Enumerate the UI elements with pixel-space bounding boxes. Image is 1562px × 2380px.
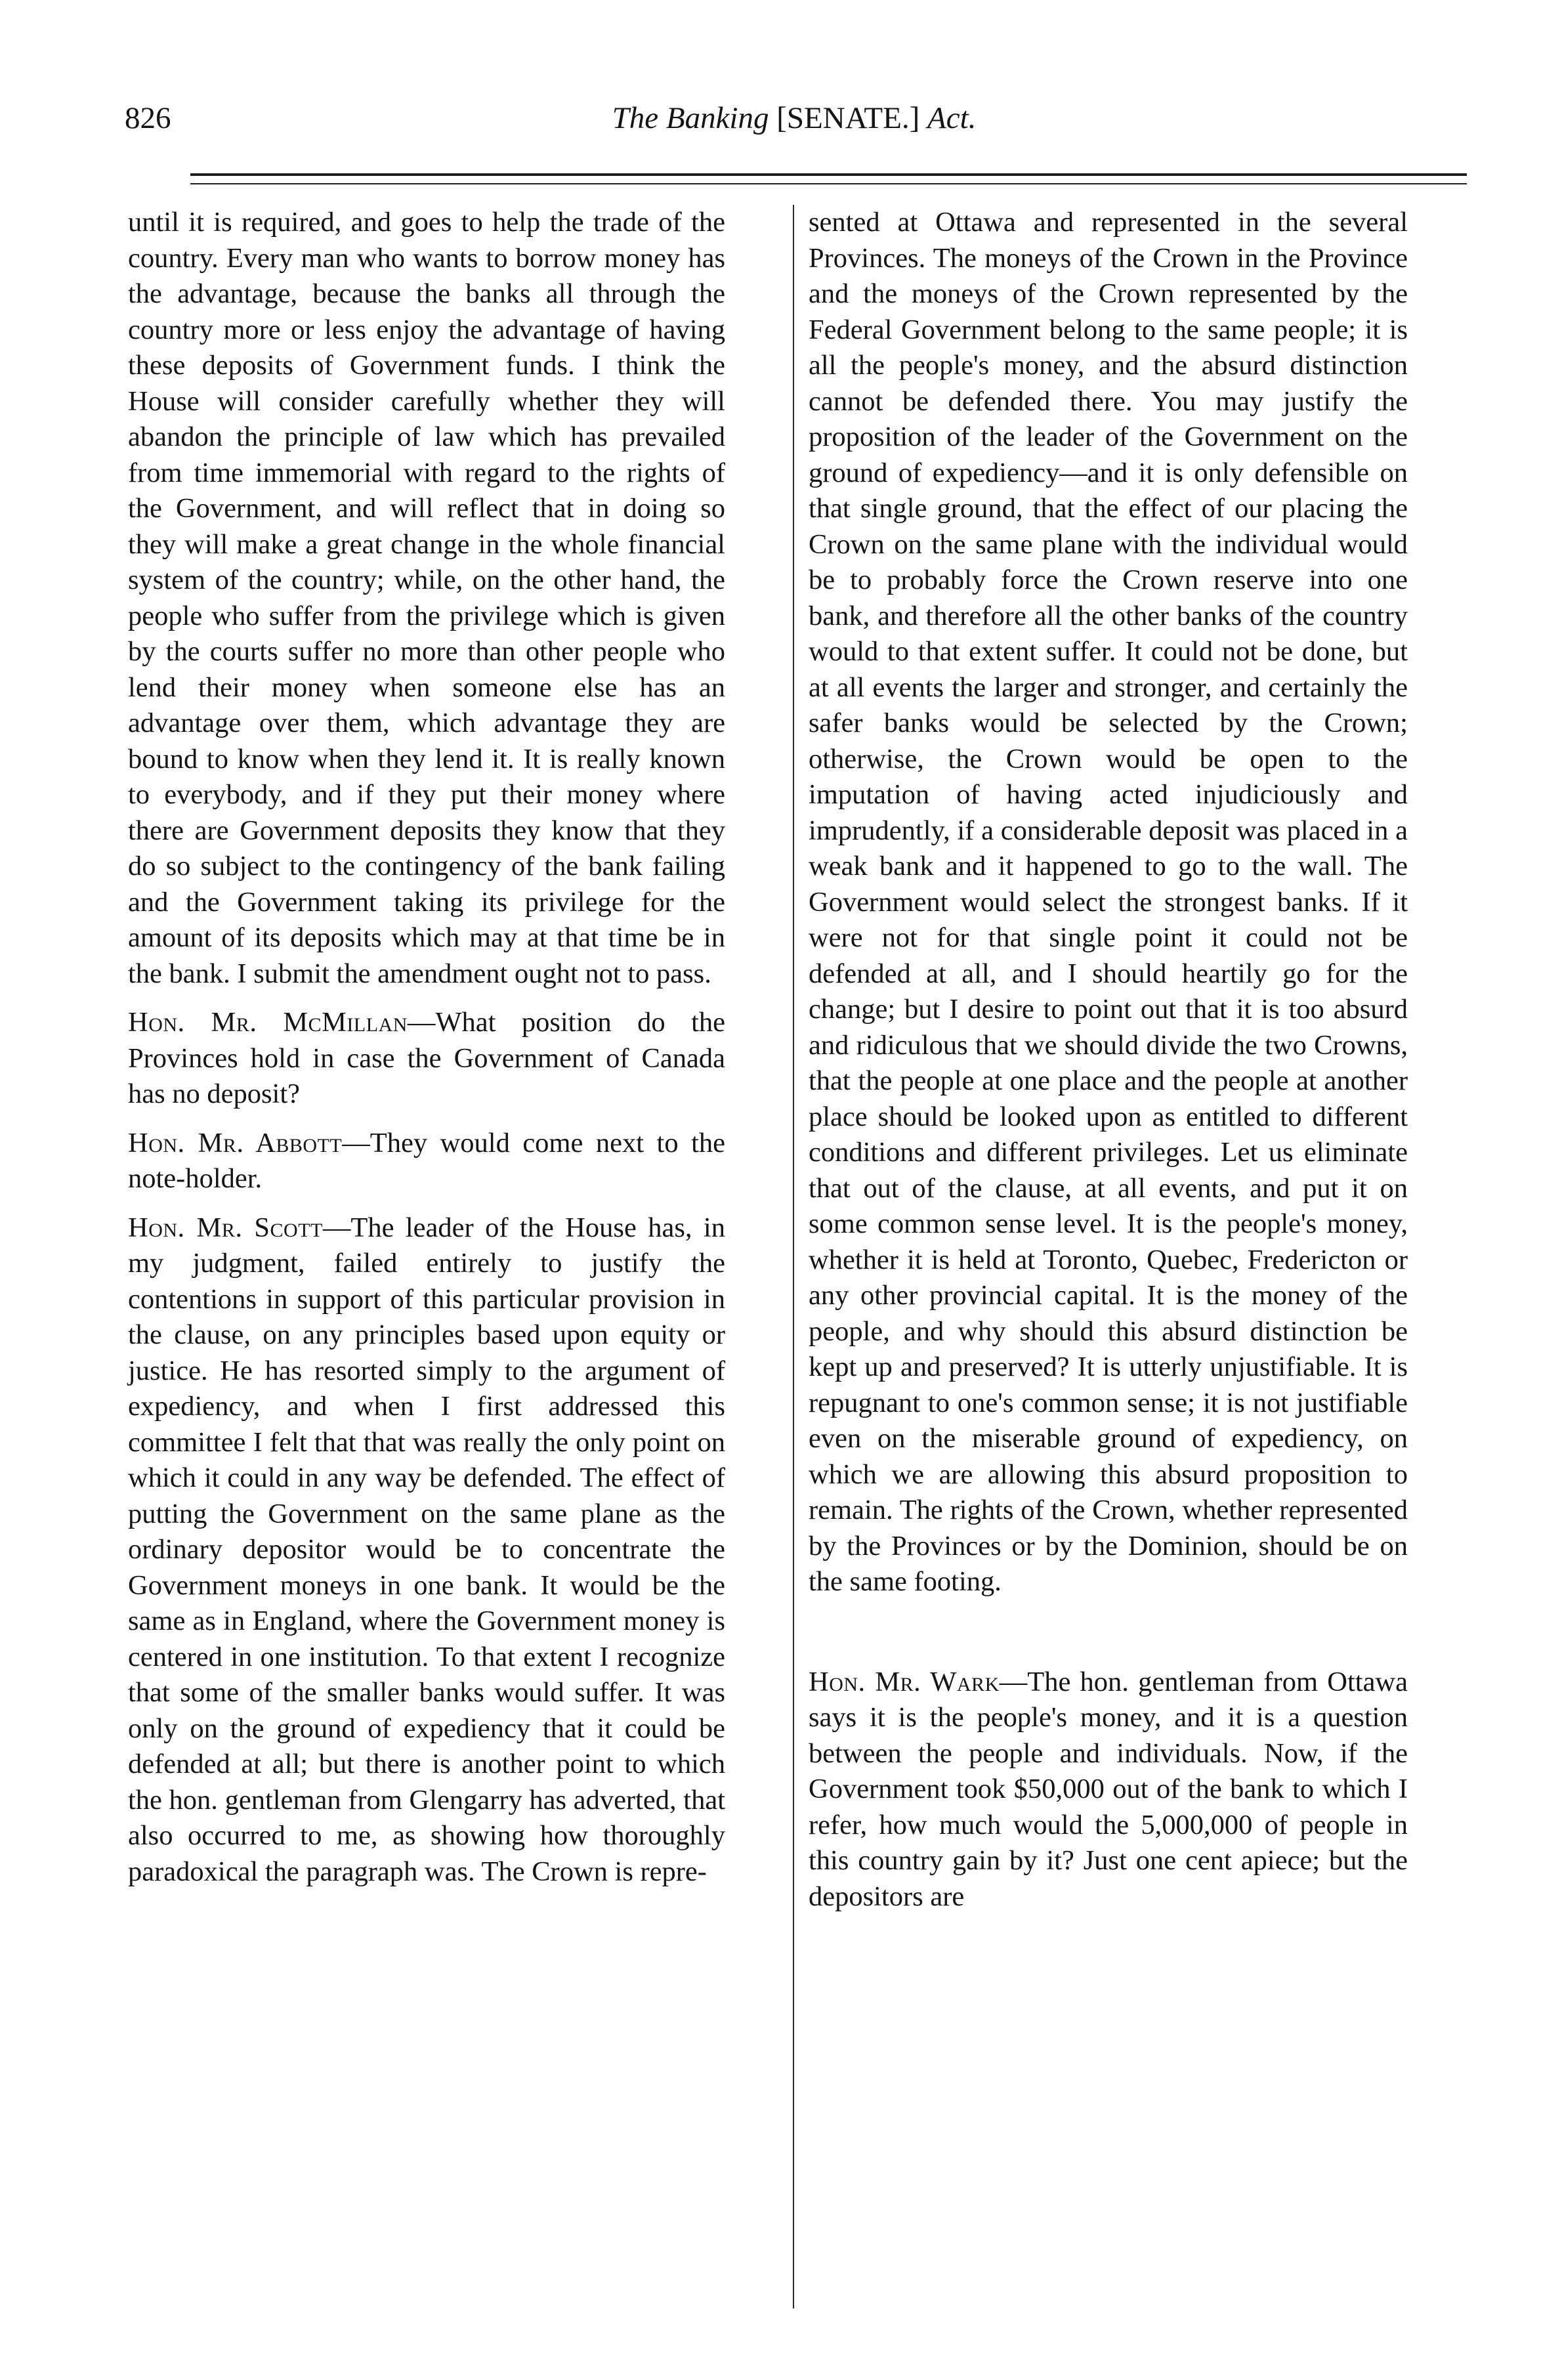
speech-text: —What position do the Provinces hold in case the Government of Canada has no deposit? [128,1007,725,1109]
speaker-name: Hon. Mr. Scott [128,1212,323,1243]
header-rule-thin [190,183,1467,184]
left-paragraph-continuation: until it is required, and goes to help the trade of the country. Every man who wants to borrow money has the advantage, because the banks all through the country more or less enjoy the advantage of having these deposits of Government funds. I think the House will consider carefully whether they will abandon the principle of law which has prevailed from time immemorial with regard to the rights of the Government, and will reflect that in doing so they will make a great change in the whole financial system of the country; while, on the other hand, the people who suffer from the privilege which is given by the courts suffer no more than other people who lend their money when someone else has an advantage over them, which advantage they are bound to know when they lend it. It is really known to everybody, and if they put their money where there are Government deposits they know that they do so subject to the contingency of the bank failing and the Government taking its privilege for the amount of its deposits which may at that time be in the bank. I submit the amendment ought not to pass. [128,207,725,989]
speech-text: —They would come next to the note-holder. [128,1127,725,1194]
speech-abbott [128,1126,725,1197]
running-title-part2: [SENATE.] [776,101,920,135]
speech-mcmillan [128,1005,725,1113]
speaker-name: Hon. Mr. Abbott [128,1127,343,1158]
left-column [128,205,725,1890]
right-column [809,205,1408,1915]
speech-scott [128,1210,725,1890]
speaker-name: Hon. Mr. Wark [809,1666,1000,1697]
running-title-part3: Act. [927,101,977,135]
speaker-name: Hon. Mr. McMillan [128,1007,408,1038]
page-number: 826 [125,101,171,135]
speech-text: —The leader of the House has, in my judgment, failed entirely to justify the contentions in support of this particular provision in the clause, on any principles based upon equity or justice. He has resorted simply to the argument of expediency, and when I first addressed this committee I felt that that was really the only point on which it could in any way be defended. The effect of putting the Government on the same plane as the ordinary depositor would be to concentrate the Government moneys in one bank. It would be the same as in England, where the Government money is centered in one institution. To that extent I recognize that some of the smaller banks would suffer. It was only on the ground of expediency that it could be defended at all; but there is another point to which the hon. gentleman from Glengarry has adverted, that also occurred to me, as showing how thoroughly paradoxical the paragraph was. The Crown is repre- [128,1212,725,1887]
running-title-part1: The Banking [612,101,769,135]
header-rule-thick [190,173,1467,176]
speech-text: —The hon. gentleman from Ottawa says it is the people's money, and it is a question between the people and individuals. Now, if the Government took $50,000 out of the bank to which I refer, how much would the 5,000,000 of people in this country gain by it? Just one cent apiece; but the depositors are [809,1666,1408,1912]
speech-wark [809,1665,1408,1915]
page-header [125,98,1464,151]
running-title [125,98,1464,138]
column-divider [793,205,794,2308]
right-paragraph-continuation: sented at Ottawa and represented in the several Provinces. The moneys of the Crown in the Province and the moneys of the Crown represented by the Federal Government belong to the same people; it is all the people's money, and the absurd distinction cannot be defended there. You may justify the proposition of the leader of the Government on the ground of expediency—and it is only defensible on that single ground, that the effect of our placing the Crown on the same plane with the individual would be to probably force the Crown reserve into one bank, and therefore all the other banks of the country would to that extent suffer. It could not be done, but at all events the larger and stronger, and certainly the safer banks would be selected by the Crown; otherwise, the Crown would be open to the imputation of having acted injudiciously and imprudently, if a considerable deposit was placed in a weak bank and it happened to go to the wall. The Government would select the strongest banks. If it were not for that single point it could not be defended at all, and I should heartily go for the change; but I desire to point out that it is too absurd and ridiculous that we should divide the two Crowns, that the people at one place and the people at another place should be looked upon as entitled to different conditions and different privileges. Let us eliminate that out of the clause, at all events, and put it on some common sense level. It is the people's money, whether it is held at Toronto, Quebec, Fredericton or any other provincial capital. It is the money of the people, and why should this absurd distinction be kept up and preserved? It is utterly unjustifiable. It is repugnant to one's common sense; it is not justifiable even on the miserable ground of expediency, on which we are allowing this absurd proposition to remain. The rights of the Crown, whether represented by the Provinces or by the Dominion, should be on the same footing. [809,207,1408,1597]
